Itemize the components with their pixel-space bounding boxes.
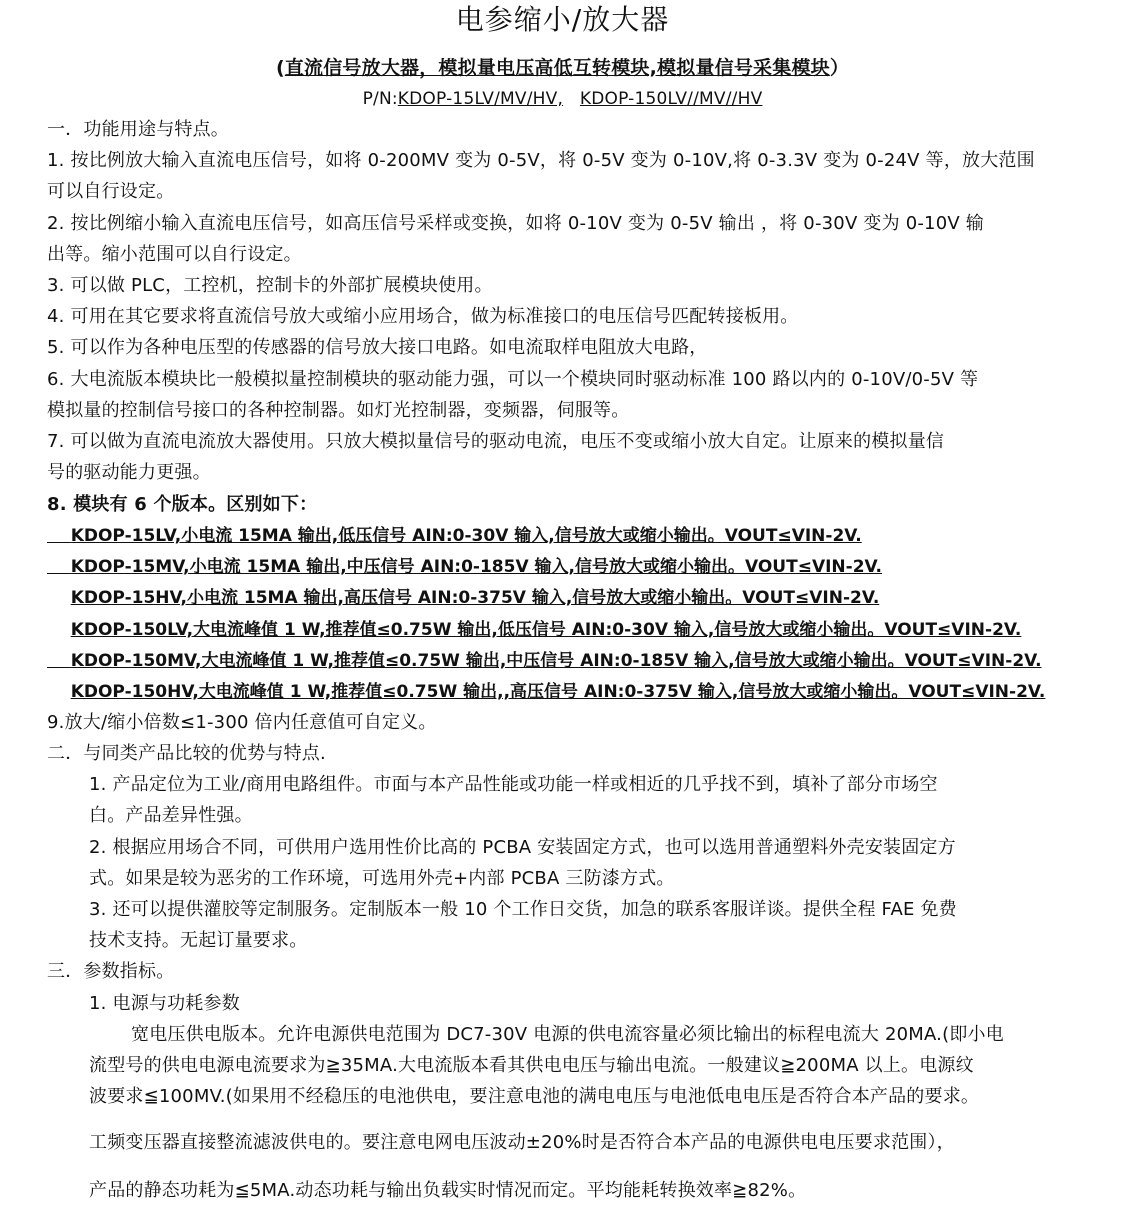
s3-para1-line3: 波要求≦100MV.(如果用不经稳压的电池供电，要注意电池的满电电压与电池低电电压是否符合本产品的要求。: [89, 1086, 980, 1107]
s1-item6-line2: 模拟量的控制信号接口的各种控制器。如灯光控制器，变频器，伺服等。: [47, 400, 630, 421]
s2-item1-line2: 白。产品差异性强。: [89, 805, 253, 826]
version-indent: [47, 557, 71, 577]
page-title: 电参缩小/放大器: [455, 3, 670, 36]
s1-item8-heading: 8. 模块有 6 个版本。区别如下：: [47, 494, 318, 515]
s3-para1-line1: 宽电压供电版本。允许电源供电范围为 DC7-30V 电源的供电流容量必须比输出的标程电流大 20MA.(即小电: [131, 1024, 1004, 1045]
section1-heading: 一．功能用途与特点。: [47, 119, 229, 140]
section3-heading: 三．参数指标。: [47, 961, 175, 982]
s1-item2-line1: 2. 按比例缩小输入直流电压信号，如高压信号采样或变换，如将 0-10V 变为 0-5V 输出 ，将 0-30V 变为 0-10V 输: [47, 213, 984, 234]
version-row: [47, 523, 862, 549]
version-row: [47, 617, 1021, 643]
version-text: KDOP-150MV,大电流峰值 1 W,推荐值≤0.75W 输出,中压信号 AIN:0-185V 输入,信号放大或缩小输出。VOUT≤VIN-2V.: [70, 651, 1042, 671]
version-text: KDOP-15HV,小电流 15MA 输出,高压信号 AIN:0-375V 输入,信号放大或缩小输出。VOUT≤VIN-2V.: [70, 588, 880, 608]
version-text: KDOP-15MV,小电流 15MA 输出,中压信号 AIN:0-185V 输入,信号放大或缩小输出。VOUT≤VIN-2V.: [70, 557, 882, 577]
s3-para1-line2: 流型号的供电电源电流要求为≧35MA.大电流版本看其供电电压与输出电流。一般建议≧200MA 以上。电源纹: [89, 1055, 974, 1076]
part-number-gap: [563, 89, 580, 109]
s1-item5: 5. 可以作为各种电压型的传感器的信号放大接口电路。如电流取样电阻放大电路，: [47, 337, 708, 358]
s1-item2-line2: 出等。缩小范围可以自行设定。: [47, 244, 302, 265]
version-indent: [47, 526, 71, 546]
version-indent: [47, 651, 71, 671]
s2-item2-line1: 2. 根据应用场合不同，可供用户选用性价比高的 PCBA 安装固定方式，也可以选用普通塑料外壳安装固定方: [89, 837, 956, 858]
s1-item1-line2: 可以自行设定。: [47, 181, 175, 202]
version-text: KDOP-15LV,小电流 15MA 输出,低压信号 AIN:0-30V 输入,信号放大或缩小输出。VOUT≤VIN-2V.: [70, 526, 862, 546]
version-text: KDOP-150HV,大电流峰值 1 W,推荐值≤0.75W 输出,,高压信号 AIN:0-375V 输入,信号放大或缩小输出。VOUT≤VIN-2V.: [70, 682, 1046, 702]
part-number-value-2: KDOP-150LV//MV//HV: [579, 89, 763, 109]
s2-item2-line2: 式。如果是较为恶劣的工作环境，可选用外壳+内部 PCBA 三防漆方式。: [89, 868, 675, 889]
part-number-line: [0, 86, 1125, 112]
s3-item1-heading: 1. 电源与功耗参数: [89, 993, 240, 1014]
part-number-label: P/N:: [362, 89, 398, 109]
subtitle-text: 直流信号放大器，模拟量电压高低互转模块,模拟量信号采集模块: [284, 57, 830, 79]
version-row: [47, 585, 879, 611]
s1-item7-line1: 7. 可以做为直流电流放大器使用。只放大模拟量信号的驱动电流，电压不变或缩小放大自定。让原来的模拟量信: [47, 431, 945, 452]
part-number-value-1: KDOP-15LV/MV/HV,: [397, 89, 564, 109]
version-row: [47, 554, 882, 580]
s1-item3: 3. 可以做 PLC，工控机，控制卡的外部扩展模块使用。: [47, 275, 493, 296]
s1-item9: 9.放大/缩小倍数≤1-300 倍内任意值可自定义。: [47, 712, 437, 733]
subtitle-close-paren: ）: [829, 57, 850, 79]
s1-item7-line2: 号的驱动能力更强。: [47, 462, 211, 483]
version-row: [47, 679, 1045, 705]
s2-item3-line1: 3. 还可以提供灌胶等定制服务。定制版本一般 10 个工作日交货，加急的联系客服详谈。提供全程 FAE 免费: [89, 899, 957, 920]
s3-para2: 工频变压器直接整流滤波供电的。要注意电网电压波动±20%时是否符合本产品的电源供电电压要求范围），: [89, 1132, 955, 1153]
s1-item6-line1: 6. 大电流版本模块比一般模拟量控制模块的驱动能力强，可以一个模块同时驱动标准 100 路以内的 0-10V/0-5V 等: [47, 369, 979, 390]
version-row: [47, 648, 1042, 674]
s3-para3: 产品的静态功耗为≦5MA.动态功耗与输出负载实时情况而定。平均能耗转换效率≧82%。: [89, 1180, 807, 1201]
version-indent: [47, 682, 71, 702]
s1-item4: 4. 可用在其它要求将直流信号放大或缩小应用场合，做为标准接口的电压信号匹配转接板用。: [47, 306, 799, 327]
section2-heading: 二．与同类产品比较的优势与特点.: [47, 743, 326, 764]
version-indent: [47, 588, 71, 608]
s2-item1-line1: 1. 产品定位为工业/商用电路组件。市面与本产品性能或功能一样或相近的几乎找不到，填补了部分市场空: [89, 774, 938, 795]
page-subtitle: [0, 55, 1125, 81]
s2-item3-line2: 技术支持。无起订量要求。: [89, 930, 308, 951]
version-text: KDOP-150LV,大电流峰值 1 W,推荐值≤0.75W 输出,低压信号 AIN:0-30V 输入,信号放大或缩小输出。VOUT≤VIN-2V.: [70, 620, 1022, 640]
subtitle-open-paren: (: [275, 57, 285, 79]
s1-item1-line1: 1. 按比例放大输入直流电压信号，如将 0-200MV 变为 0-5V，将 0-5V 变为 0-10V,将 0-3.3V 变为 0-24V 等，放大范围: [47, 150, 1035, 171]
version-indent: [47, 620, 71, 640]
